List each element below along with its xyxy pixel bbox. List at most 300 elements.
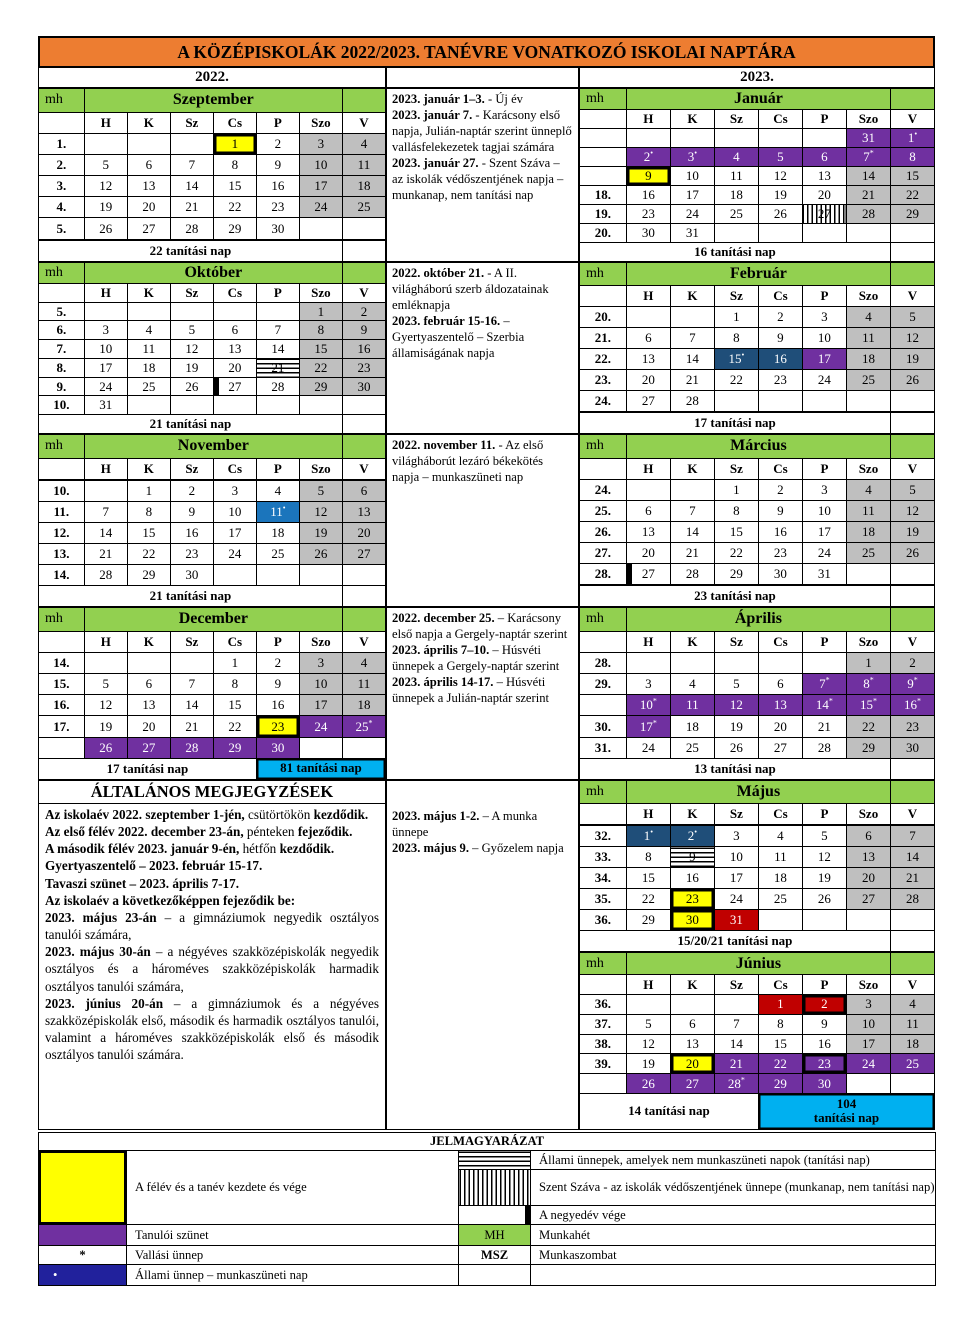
dow-header-h: H <box>84 631 127 652</box>
day-cell <box>670 652 714 673</box>
month-header-end <box>890 953 934 975</box>
general-note: 2023. május 30-án – a négyéves szakközépiskolák negyedik osztályos és a hároméves szakközépiskolák harmadik osztályos tanulói számára, <box>45 944 379 994</box>
day-cell: 12 <box>714 695 758 716</box>
day-cell: 27 <box>846 889 890 910</box>
mh-column-label: mh <box>39 263 85 284</box>
day-cell: 22 <box>213 197 256 218</box>
week-number: 34. <box>580 868 627 889</box>
month-block-január <box>579 88 935 262</box>
day-cell: 1 <box>213 133 256 154</box>
day-cell: 2• <box>626 148 670 167</box>
week-number: 18. <box>580 186 627 205</box>
day-cell: 21 <box>802 716 846 737</box>
day-cell: 10 <box>802 328 846 349</box>
month-name: Február <box>626 263 890 286</box>
month-header-end <box>342 608 385 632</box>
day-cell: 20 <box>802 186 846 205</box>
week-number <box>580 148 627 167</box>
day-cell: 2 <box>802 994 846 1014</box>
day-cell: 25 <box>342 197 385 218</box>
day-cell: 24 <box>84 377 127 396</box>
day-cell: 14 <box>890 847 934 868</box>
day-cell: 3 <box>846 994 890 1014</box>
day-cell: 1• <box>890 129 934 148</box>
week-number: 7. <box>39 340 85 359</box>
day-cell: 15 <box>213 695 256 716</box>
day-cell: 14 <box>670 349 714 370</box>
month-block-szeptember <box>38 88 386 262</box>
dow-header-sz: Sz <box>714 804 758 825</box>
day-cell <box>256 564 299 585</box>
day-cell: 17 <box>714 868 758 889</box>
day-cell: 26 <box>890 369 934 390</box>
month-table-február <box>579 262 935 434</box>
day-cell <box>802 390 846 411</box>
day-cell: 6 <box>758 674 802 695</box>
day-cell: 25 <box>846 369 890 390</box>
dow-header-v: V <box>342 458 385 479</box>
day-cell <box>890 224 934 243</box>
general-note: 2023. május 23-án – a gimnáziumok negyedik osztályos tanulói számára, <box>45 909 379 943</box>
dow-header-szo: Szo <box>846 458 890 479</box>
dow-header-szo: Szo <box>846 804 890 825</box>
month-name: Október <box>84 263 342 284</box>
day-cell: 15 <box>127 522 170 543</box>
month-name: December <box>84 608 342 632</box>
month-block-május <box>579 780 935 952</box>
day-cell: 26 <box>84 218 127 239</box>
day-cell: 9 <box>342 321 385 340</box>
mh-column-label: mh <box>39 89 85 113</box>
day-cell: 17 <box>670 186 714 205</box>
general-note: Tavaszi szünet – 2023. április 7-17. <box>45 875 240 891</box>
day-cell: 8 <box>213 674 256 695</box>
week-number: 13. <box>39 543 85 564</box>
day-cell: 12 <box>170 340 213 359</box>
footer-end <box>342 585 385 606</box>
day-cell: 16 <box>670 868 714 889</box>
day-cell: 4 <box>714 148 758 167</box>
day-cell: 27 <box>758 737 802 758</box>
footer-end <box>342 240 385 261</box>
year-right: 2023. <box>579 68 935 88</box>
day-cell: 3• <box>670 148 714 167</box>
day-cell: 2 <box>342 302 385 321</box>
day-cell: 10 <box>213 501 256 522</box>
week-number: 36. <box>580 994 627 1014</box>
day-cell: 16* <box>890 695 934 716</box>
day-cell: 29 <box>714 563 758 584</box>
dow-header-szo: Szo <box>846 631 890 652</box>
dow-header-p: P <box>256 112 299 133</box>
day-cell: 11 <box>846 328 890 349</box>
day-cell: 31 <box>802 563 846 584</box>
month-table-szeptember <box>38 88 386 262</box>
day-cell: 21 <box>890 868 934 889</box>
dow-header-szo: Szo <box>299 631 342 652</box>
dow-header-k: K <box>127 112 170 133</box>
day-cell <box>127 396 170 415</box>
day-cell: 15* <box>846 695 890 716</box>
legend-label: A negyedév vége <box>531 1206 936 1225</box>
week-number: 15. <box>39 674 85 695</box>
week-number <box>580 129 627 148</box>
general-notes-section <box>38 780 386 1130</box>
dow-header-szo: Szo <box>299 458 342 479</box>
day-cell: 1 <box>299 302 342 321</box>
dow-header-v: V <box>890 975 934 995</box>
mh-column-label: mh <box>580 263 627 286</box>
month-table-május <box>579 780 935 952</box>
day-cell: 19 <box>170 358 213 377</box>
month-header-end <box>342 263 385 284</box>
day-cell: 19 <box>758 186 802 205</box>
dow-header-p: P <box>256 631 299 652</box>
day-cell: 4 <box>670 674 714 695</box>
dow-header-k: K <box>670 458 714 479</box>
day-cell: 17 <box>299 176 342 197</box>
day-cell: 19 <box>84 197 127 218</box>
day-cell: 13 <box>670 1034 714 1054</box>
mh-column-label: mh <box>580 781 627 804</box>
day-cell: 23 <box>342 358 385 377</box>
day-cell <box>890 390 934 411</box>
day-cell: 10 <box>299 674 342 695</box>
dow-header-p: P <box>802 458 846 479</box>
day-cell: 30 <box>256 737 299 758</box>
week-number: 22. <box>580 349 627 370</box>
month-table-január <box>579 88 935 262</box>
week-number: 38. <box>580 1034 627 1054</box>
day-cell: 30 <box>342 377 385 396</box>
day-cell: 10 <box>846 1014 890 1034</box>
day-cell: 19 <box>299 522 342 543</box>
week-number: 8. <box>39 358 85 377</box>
day-cell: 17* <box>626 716 670 737</box>
teaching-days-total: 16 tanítási nap <box>580 242 891 261</box>
day-cell: 8* <box>846 674 890 695</box>
holiday-note-block <box>386 434 579 607</box>
legend-swatch-asterisk: * <box>39 1246 127 1265</box>
day-cell: 24 <box>213 543 256 564</box>
day-cell: 3 <box>714 826 758 847</box>
week-number <box>580 695 627 716</box>
day-cell: 6 <box>127 674 170 695</box>
legend-swatch-none <box>459 1265 531 1286</box>
week-number <box>39 737 85 758</box>
year-left: 2022. <box>38 68 386 88</box>
day-cell: 24 <box>802 542 846 563</box>
week-number: 27. <box>580 542 627 563</box>
day-cell: 9 <box>626 167 670 186</box>
holiday-notes-column <box>386 88 579 1130</box>
general-note: Az első félév 2022. december 23-án, pénteken fejeződik. <box>45 824 353 840</box>
day-cell: 22 <box>846 716 890 737</box>
legend-label: Tanulói szünet <box>127 1225 459 1246</box>
day-cell: 5 <box>84 674 127 695</box>
dow-header-sz: Sz <box>714 286 758 307</box>
day-cell: 5 <box>758 148 802 167</box>
footer-end <box>890 931 934 952</box>
day-cell: 21 <box>670 542 714 563</box>
week-number: 24. <box>580 390 627 411</box>
day-cell: 11• <box>256 501 299 522</box>
day-cell: 26 <box>802 889 846 910</box>
day-cell: 4 <box>890 994 934 1014</box>
dow-header-p: P <box>256 458 299 479</box>
day-cell <box>714 390 758 411</box>
day-cell: 23 <box>256 716 299 737</box>
day-cell: 24 <box>670 205 714 224</box>
day-cell: 29 <box>626 910 670 931</box>
legend-label: Szent Száva - az iskolák védőszentjének ünnepe (munkanap, nem tanítási nap) <box>531 1170 936 1206</box>
dow-header-p: P <box>802 804 846 825</box>
day-cell <box>127 652 170 673</box>
week-number: 36. <box>580 910 627 931</box>
day-cell <box>626 479 670 500</box>
week-number: 2. <box>39 154 85 175</box>
day-cell: 18 <box>890 1034 934 1054</box>
week-number: 29. <box>580 674 627 695</box>
day-cell: 25 <box>890 1054 934 1074</box>
day-cell <box>127 133 170 154</box>
day-cell: 4 <box>846 307 890 328</box>
day-cell: 30 <box>670 910 714 931</box>
day-cell: 30 <box>626 224 670 243</box>
day-cell: 22 <box>626 889 670 910</box>
day-cell: 3 <box>299 652 342 673</box>
day-cell: 22 <box>127 543 170 564</box>
day-cell: 7 <box>670 500 714 521</box>
day-cell: 5 <box>714 674 758 695</box>
day-cell: 29 <box>213 737 256 758</box>
week-number: 24. <box>580 479 627 500</box>
day-cell: 14* <box>802 695 846 716</box>
day-cell: 13 <box>846 847 890 868</box>
day-cell: 8 <box>758 1014 802 1034</box>
dow-header-k: K <box>670 631 714 652</box>
day-cell: 19 <box>890 349 934 370</box>
month-name: Szeptember <box>84 89 342 113</box>
day-cell <box>714 652 758 673</box>
dow-header-h: H <box>626 286 670 307</box>
mh-column-label: mh <box>580 953 627 975</box>
day-cell: 28 <box>670 390 714 411</box>
day-cell: 22 <box>299 358 342 377</box>
day-cell: 17 <box>846 1034 890 1054</box>
day-cell <box>299 396 342 415</box>
legend-swatch-hstripe <box>459 1151 531 1170</box>
day-cell: 13 <box>127 695 170 716</box>
general-note: Az iskolaév 2022. szeptember 1-jén, csütörtökön kezdődik. <box>45 807 369 822</box>
day-cell: 31 <box>84 396 127 415</box>
day-cell: 29 <box>758 1074 802 1094</box>
holiday-note: 2023. január 1–3. - Új év <box>392 92 523 106</box>
day-cell: 29 <box>213 218 256 239</box>
month-block-október <box>38 262 386 434</box>
day-cell: 7* <box>802 674 846 695</box>
day-cell: 3 <box>802 479 846 500</box>
dow-header-cs: Cs <box>758 286 802 307</box>
dow-header-p: P <box>802 110 846 129</box>
day-cell <box>213 564 256 585</box>
legend-label: Vallási ünnep <box>127 1246 459 1265</box>
dow-header-h: H <box>626 975 670 995</box>
month-name: Március <box>626 435 890 459</box>
holiday-note: 2023. április 14-17. – Húsvéti ünnepek a Julián-naptár szerint <box>392 674 550 705</box>
day-cell: 4 <box>342 652 385 673</box>
day-cell: 5 <box>84 154 127 175</box>
month-name: Január <box>626 89 890 110</box>
day-cell: 17 <box>84 358 127 377</box>
day-cell: 17 <box>299 695 342 716</box>
legend-label: Munkaszombat <box>531 1246 936 1265</box>
day-cell: 21 <box>170 716 213 737</box>
day-cell: 20 <box>626 369 670 390</box>
day-cell <box>670 129 714 148</box>
legend-swatch-msz: MSZ <box>459 1246 531 1265</box>
legend-swatch-purple <box>39 1225 127 1246</box>
legend-swatch-vstripe <box>459 1170 531 1206</box>
day-cell: 10 <box>299 154 342 175</box>
teaching-days-total: 17 tanítási nap <box>39 758 257 779</box>
day-cell: 6 <box>213 321 256 340</box>
week-number: 23. <box>580 369 627 390</box>
day-cell: 23 <box>802 1054 846 1074</box>
week-number: 26. <box>580 521 627 542</box>
day-cell: 4 <box>127 321 170 340</box>
day-cell: 13 <box>626 521 670 542</box>
day-cell: 19 <box>84 716 127 737</box>
dow-header-k: K <box>670 975 714 995</box>
day-cell <box>890 910 934 931</box>
day-cell: 31 <box>846 129 890 148</box>
day-cell: 16 <box>626 186 670 205</box>
footer-end <box>890 413 934 434</box>
day-cell: 25 <box>127 377 170 396</box>
day-cell: 14 <box>170 695 213 716</box>
year-header-row <box>38 68 935 88</box>
day-cell: 7 <box>890 826 934 847</box>
day-cell: 27 <box>127 218 170 239</box>
dow-header-h: H <box>626 631 670 652</box>
week-number: 39. <box>580 1054 627 1074</box>
day-cell: 24 <box>626 737 670 758</box>
legend-label <box>531 1265 936 1286</box>
month-table-június <box>579 952 935 1130</box>
day-cell: 12 <box>299 501 342 522</box>
teaching-days-total: 13 tanítási nap <box>580 758 891 779</box>
day-cell: 5 <box>802 826 846 847</box>
day-cell <box>758 390 802 411</box>
day-cell: 1 <box>846 652 890 673</box>
week-number: 32. <box>580 826 627 847</box>
dow-header-v: V <box>890 110 934 129</box>
day-cell <box>626 307 670 328</box>
months-2022-column <box>38 88 386 1130</box>
holiday-note: 2023. január 27. - Szent Száva – az iskolák védőszentjének napja – munkanap, nem tanítási nap <box>392 155 564 202</box>
day-cell <box>890 563 934 584</box>
day-cell: 20 <box>213 358 256 377</box>
week-number: 25. <box>580 500 627 521</box>
day-cell <box>626 652 670 673</box>
day-cell: 15• <box>714 349 758 370</box>
holiday-note: 2023. április 7–10. – Húsvéti ünnepek a Gergely-naptár szerint <box>392 642 560 673</box>
day-cell <box>802 910 846 931</box>
day-cell: 28 <box>802 737 846 758</box>
dow-header-szo: Szo <box>846 975 890 995</box>
day-cell: 10 <box>84 340 127 359</box>
day-cell <box>758 910 802 931</box>
day-cell: 11 <box>342 154 385 175</box>
dow-header-h: H <box>84 112 127 133</box>
week-number: 14. <box>39 564 85 585</box>
day-cell: 18 <box>846 349 890 370</box>
day-cell: 23 <box>170 543 213 564</box>
day-cell: 27 <box>213 377 256 396</box>
day-cell <box>846 563 890 584</box>
general-notes-body <box>39 804 385 1065</box>
week-number: 12. <box>39 522 85 543</box>
month-name: Május <box>626 781 890 804</box>
day-cell: 3 <box>802 307 846 328</box>
day-cell <box>127 302 170 321</box>
day-cell: 11 <box>714 167 758 186</box>
day-cell: 23 <box>758 369 802 390</box>
teaching-days-total: 14 tanítási nap <box>580 1093 759 1129</box>
dow-header-k: K <box>127 283 170 302</box>
general-note: Az iskolaév a következőképpen fejeződik be: <box>45 892 296 908</box>
month-header-end <box>342 89 385 113</box>
day-cell: 21 <box>846 186 890 205</box>
day-cell: 6 <box>626 328 670 349</box>
footer-end <box>890 758 934 779</box>
dow-header-cs: Cs <box>758 631 802 652</box>
day-cell <box>714 224 758 243</box>
day-cell: 11 <box>758 847 802 868</box>
day-cell: 17 <box>802 349 846 370</box>
dow-header-cs: Cs <box>213 458 256 479</box>
holiday-note: 2023. május 9. – Győzelem napja <box>392 840 564 855</box>
week-number: 20. <box>580 307 627 328</box>
dow-header-v: V <box>890 458 934 479</box>
legend-swatch-navy: • <box>39 1265 127 1286</box>
day-cell: 16 <box>256 176 299 197</box>
week-number: 35. <box>580 889 627 910</box>
day-cell: 16 <box>342 340 385 359</box>
month-name: November <box>84 435 342 459</box>
day-cell: 29 <box>846 737 890 758</box>
day-cell: 2 <box>170 480 213 501</box>
day-cell: 15 <box>626 868 670 889</box>
day-cell: 26 <box>84 737 127 758</box>
day-cell: 3 <box>299 133 342 154</box>
day-cell: 5 <box>170 321 213 340</box>
day-cell: 17 <box>213 522 256 543</box>
dow-header-cs: Cs <box>758 458 802 479</box>
day-cell: 2 <box>890 652 934 673</box>
dow-header-v: V <box>342 631 385 652</box>
day-cell: 23 <box>890 716 934 737</box>
day-cell: 16 <box>170 522 213 543</box>
dow-header-szo: Szo <box>846 286 890 307</box>
day-cell: 11 <box>670 695 714 716</box>
dow-header-sz: Sz <box>170 112 213 133</box>
holiday-note-block <box>386 607 579 780</box>
day-cell: 19 <box>802 868 846 889</box>
dow-header-p: P <box>802 975 846 995</box>
day-cell <box>299 737 342 758</box>
